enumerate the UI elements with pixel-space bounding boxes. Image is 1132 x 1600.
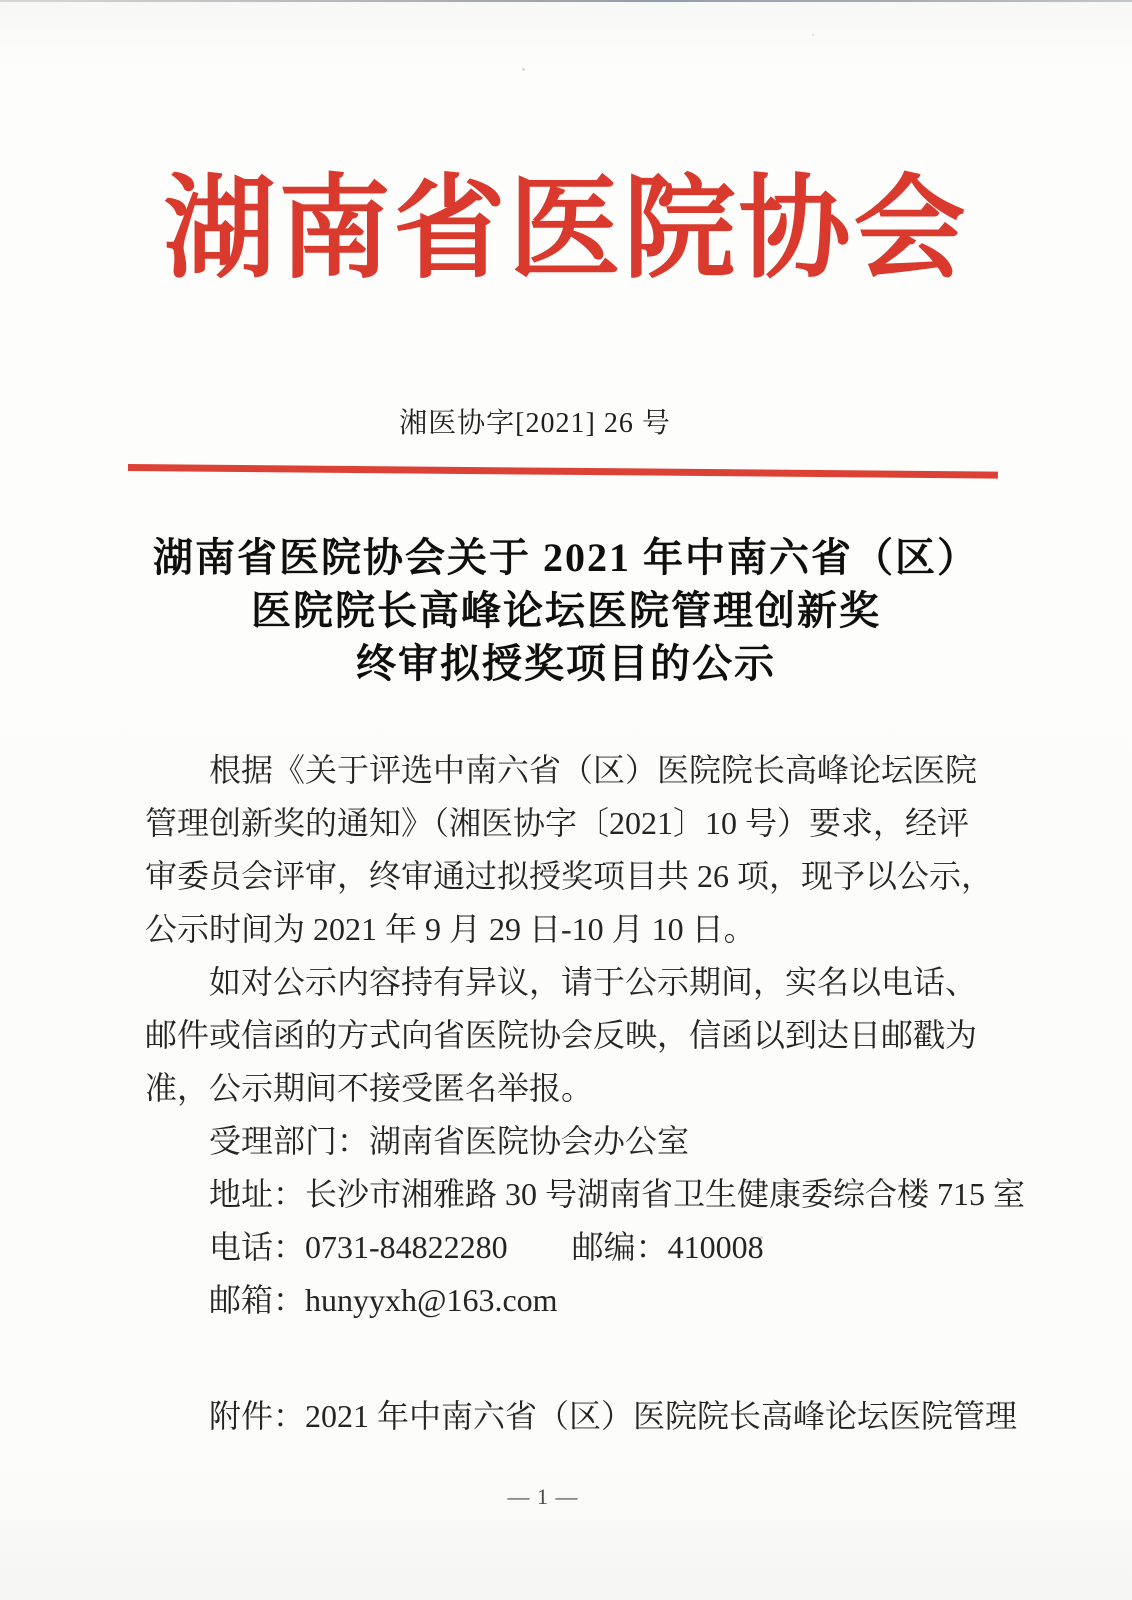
body-text bbox=[145, 744, 1026, 1327]
doc-number: 湘医协字[2021] 26 号 bbox=[399, 408, 671, 439]
attachment-line: 附件：2021 年中南六省（区）医院院长高峰论坛医院管理 bbox=[209, 1398, 1018, 1434]
scan-speck bbox=[812, 34, 814, 36]
contact-address-line: 地址：长沙市湘雅路 30 号湖南省卫生健康委综合楼 715 室 bbox=[209, 1176, 1026, 1212]
scan-artifact-line bbox=[0, 0, 1132, 2]
red-divider bbox=[128, 464, 998, 479]
body-line: 审委员会评审，终审通过拟授奖项目共 26 项，现予以公示， bbox=[145, 858, 994, 894]
document-title-line: 医院院长高峰论坛医院管理创新奖 bbox=[251, 588, 881, 633]
body-line: 准，公示期间不接受匿名举报。 bbox=[145, 1070, 594, 1106]
contact-department-line: 受理部门：湖南省医院协会办公室 bbox=[209, 1123, 690, 1159]
scan-speck bbox=[522, 68, 525, 71]
contact-email-line: 邮箱：hunyyxh@163.com bbox=[209, 1282, 558, 1318]
page-number: — 1 — bbox=[507, 1484, 579, 1509]
org-title: 湖南省医院协会 bbox=[163, 168, 969, 292]
body-line: 如对公示内容持有异议，请于公示期间，实名以电话、 bbox=[209, 964, 978, 1000]
contact-phone-postcode-line: 电话：0731-84822280 邮编：410008 bbox=[209, 1229, 764, 1265]
document-title-line: 湖南省医院协会关于 2021 年中南六省（区） bbox=[153, 535, 979, 580]
body-line: 公示时间为 2021 年 9 月 29 日-10 月 10 日。 bbox=[145, 911, 756, 947]
body-line: 管理创新奖的通知》（湘医协字〔2021〕10 号）要求，经评 bbox=[145, 805, 970, 841]
body-line: 根据《关于评选中南六省（区）医院院长高峰论坛医院 bbox=[209, 752, 978, 788]
document-title bbox=[0, 531, 1132, 690]
body-line: 邮件或信函的方式向省医院协会反映，信函以到达日邮戳为 bbox=[145, 1017, 978, 1053]
document-title-line: 终审拟授奖项目的公示 bbox=[356, 641, 776, 686]
